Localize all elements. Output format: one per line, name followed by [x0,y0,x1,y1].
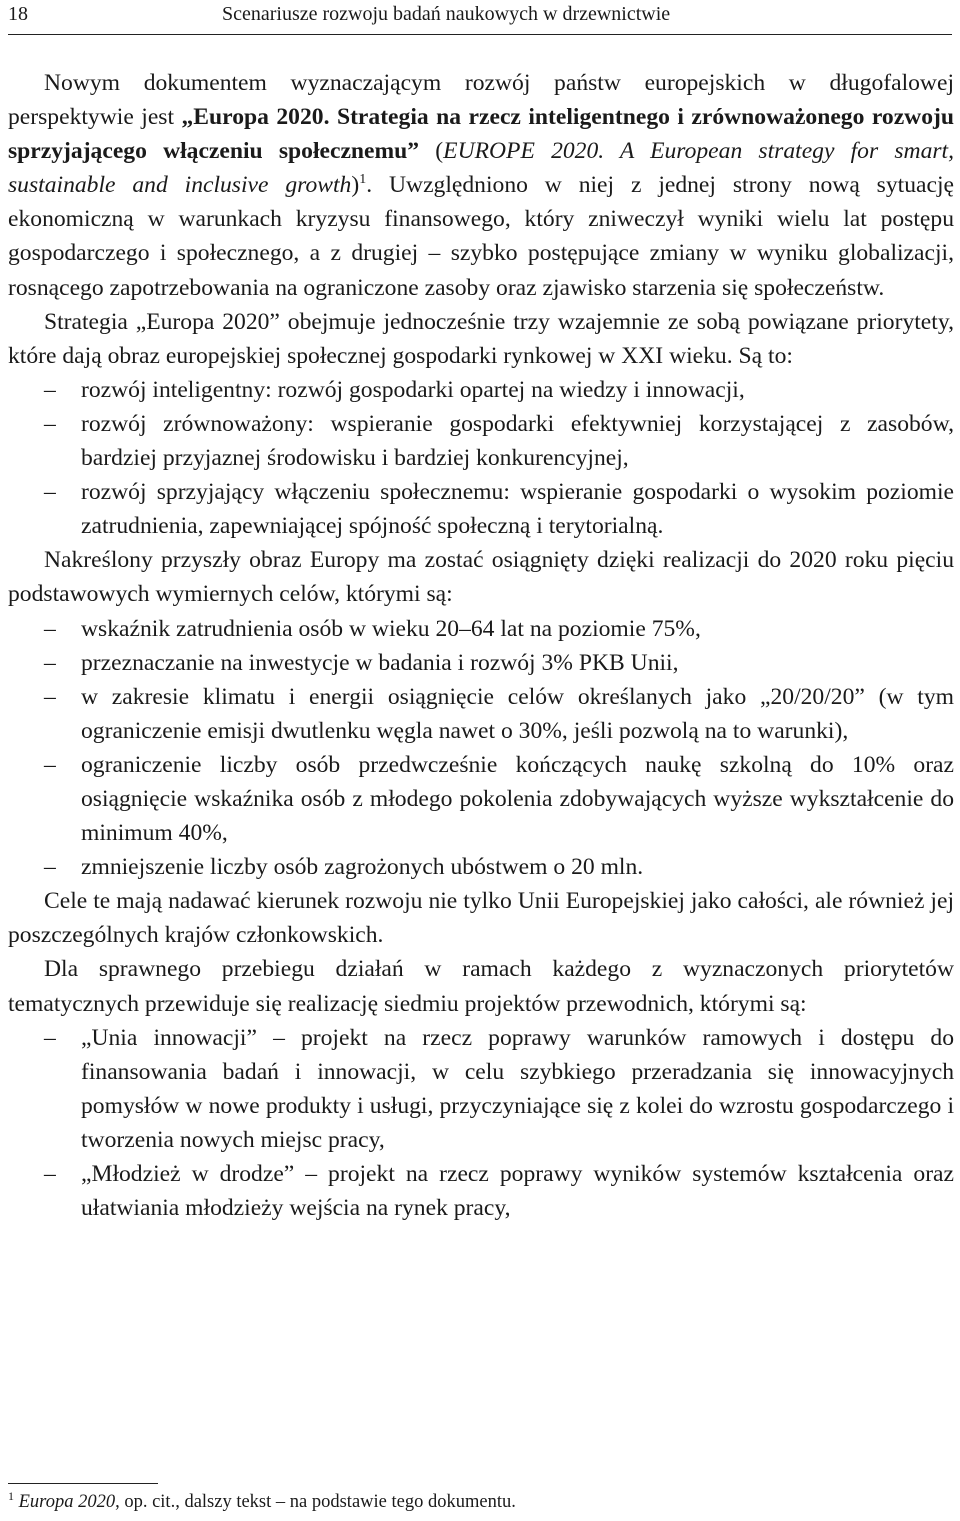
dash-bullet: – [44,376,56,403]
dash-bullet: – [44,683,56,710]
list-item-text: „Unia innowacji” – projekt na rzecz poprawy warunków ramowych i dostępu do finansowania badań i innowacji, w celu szybkiego przeradzania się innowacyjnych pomysłów w nowe produkty i usługi, przyczyniające się z kolei do wzrostu gospodarczego i tworzenia nowych miejsc pracy, [81,1024,954,1153]
list-item-text: zmniejszenie liczby osób zagrożonych ubóstwem o 20 mln. [81,854,644,881]
list-item-text: rozwój sprzyjający włączeniu społecznemu: wspieranie gospodarki o wysokim poziomie zatrudnienia, zapewniającej spójność społeczną i terytorialną. [81,479,954,540]
list-item-text: wskaźnik zatrudnienia osób w wieku 20–64 lat na poziomie 75%, [81,615,701,642]
dash-bullet: – [44,410,56,437]
footnote-text: , op. cit., dalszy tekst – na podstawie tego dokumentu. [115,1492,516,1512]
list-item-text: w zakresie klimatu i energii osiągnięcie celów określanych jako „20/20/20” (w tym ograniczenie emisji dwutlenku węgla nawet o 30%, jeśli pozwolą na to warunki), [81,683,954,744]
paragraph-goals: Nakreślony przyszły obraz Europy ma zostać osiągnięty dzięki realizacji do 2020 roku pięciu podstawowych wymiernych celów, którymi są: [8,547,954,608]
list-item-text: „Młodzież w drodze” – projekt na rzecz poprawy wyników systemów kształcenia oraz ułatwiania młodzieży wejścia na rynek pracy, [81,1161,954,1222]
list-item-text: przeznaczanie na inwestycje w badania i rozwój 3% PKB Unii, [81,649,679,676]
paragraph-flagships: Dla sprawnego przebiegu działań w ramach każdego z wyznaczonych priorytetów tematycznych przewiduje się realizację siedmiu projektów przewodnich, którymi są: [8,956,954,1017]
list-item [8,612,954,646]
footnote-source: Europa 2020 [18,1492,116,1512]
dash-bullet: – [44,751,56,778]
list-item [8,1021,954,1157]
list-item-text: ograniczenie liczby osób przedwcześnie kończących naukę szkolną do 10% oraz osiągnięcie wskaźnika osób z młodego pokolenia zdobywających wyższe wykształcenie do minimum 40%, [81,751,954,847]
priorities-list [8,373,954,543]
list-item [8,850,954,884]
list-item-text: rozwój inteligentny: rozwój gospodarki opartej na wiedzy i innowacji, [81,376,745,403]
list-item [8,680,954,748]
footnote [8,1490,954,1514]
dash-bullet: – [44,479,56,506]
list-item-text: rozwój zrównoważony: wspieranie gospodarki efektywniej korzystającej z zasobów, bardziej przyjaznej środowisku i bardziej konkurencyjnej, [81,410,954,472]
list-item [8,373,954,407]
open-paren: ( [419,138,444,165]
intro-rest: . Uwzględniono w niej z jednej strony nową sytuację ekonomiczną w warunkach kryzysu finansowego, który zniweczył wyniki wielu lat postępu gospodarczego i społecznego, a z drugiej – szybko postępujące zmiany w wyniku globalizacji, rosnącego zapotrzebowania na ograniczone zasoby oraz zjawisko starzenia się społeczeństw. [8,172,954,301]
strategy-english-title: EUROPE 2020. A European strategy for smart, sustainable and inclusive growth [8,138,954,199]
footnote-rule [8,1483,158,1484]
list-item [8,1157,954,1225]
paragraph-priorities: Strategia „Europa 2020” obejmuje jednocześnie trzy wzajemnie ze sobą powiązane priorytety, które dają obraz europejskiej społecznej gospodarki rynkowej w XXI wieku. Są to: [8,308,954,369]
body-text [8,66,954,1225]
list-item [8,475,954,543]
running-title: Scenariusze rozwoju badań naukowych w drzewnictwie [222,3,671,25]
list-item [8,748,954,850]
strategy-title: „Europa 2020. Strategia na rzecz inteligentnego i zrównoważonego rozwoju sprzyjającego włączeniu społecznemu” [8,104,954,165]
close-paren: ) [351,172,360,199]
dash-bullet: – [44,1161,56,1187]
dash-bullet: – [44,854,56,881]
dash-bullet: – [44,615,56,642]
goals-list [8,612,954,885]
header-rule [8,34,952,35]
running-header [8,2,952,28]
flagship-projects-list [8,1021,954,1226]
dash-bullet: – [44,1024,56,1051]
list-item [8,407,954,475]
page-number: 18 [8,3,28,25]
list-item [8,646,954,680]
dash-bullet: – [44,649,56,676]
paragraph-aims: Cele te mają nadawać kierunek rozwoju nie tylko Unii Europejskiej jako całości, ale również jej poszczególnych krajów członkowskich. [8,888,954,949]
footnote-number: 1 [8,1489,14,1503]
intro-lead: Nowym dokumentem wyznaczającym rozwój państw europejskich w długofalowej perspektywie jest [8,70,954,131]
paragraph-intro [8,66,954,305]
footnote-reference[interactable]: 1 [359,172,367,188]
